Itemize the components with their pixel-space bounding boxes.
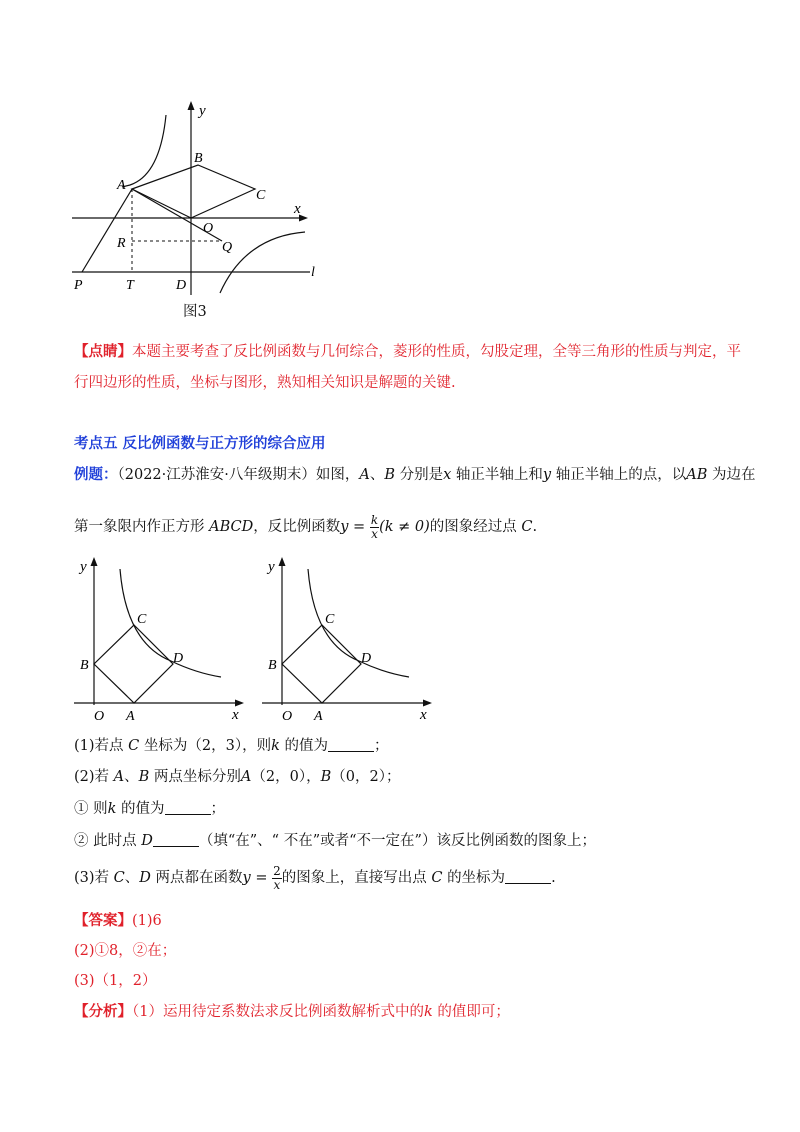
example-line-2 — [74, 512, 537, 542]
answer-blank[interactable] — [153, 832, 199, 847]
fig3-label-b: B — [194, 151, 203, 166]
ex-fig1-square — [94, 625, 173, 703]
ex-fig2-label-y: y — [268, 559, 275, 575]
example-text: . — [532, 519, 538, 535]
ex-fig2-label-x: x — [420, 707, 427, 723]
equals-sign: = — [348, 519, 370, 535]
ex-fig2-label-d: D — [361, 651, 372, 666]
example-figure-left — [66, 553, 256, 725]
question-text: 的坐标为 — [447, 870, 506, 886]
fig3-label-q: Q — [222, 240, 233, 255]
question-1 — [74, 736, 388, 756]
example-label: 例题： — [74, 466, 118, 483]
question-text: ② 此时点 — [74, 833, 137, 849]
ex-fig1-label-a: A — [126, 709, 135, 724]
example-text: 第一象限内作正方形 — [74, 519, 205, 535]
ex-fig1-label-x: x — [232, 707, 239, 723]
fraction-denominator: x — [273, 877, 281, 892]
analysis-text: 的值即可； — [432, 1004, 510, 1020]
segment-ab: AB — [686, 467, 708, 483]
question-text: 两点都在函数 — [150, 870, 243, 886]
ex-fig1-label-d: D — [173, 651, 184, 666]
question-text: 的值为 — [279, 738, 328, 754]
var-x: x — [443, 467, 452, 483]
fraction-2-over-x — [272, 865, 282, 892]
analysis-text: （1）运用待定系数法求反比例函数解析式中的 — [132, 1004, 424, 1020]
question-2 — [74, 767, 400, 787]
question-text: (1)若点 — [74, 738, 124, 754]
ex-fig2-label-a: A — [314, 709, 323, 724]
var-k: k — [423, 1004, 433, 1020]
figure-3-diagram — [60, 95, 330, 305]
ex-fig2-y-arrow — [279, 557, 286, 566]
fig3-y-arrow — [188, 101, 195, 110]
fig3-label-c: C — [256, 188, 266, 203]
point-a: A — [240, 769, 252, 785]
point-c: C — [109, 870, 125, 886]
question-text: ； — [210, 801, 226, 817]
fraction-k-over-x — [370, 514, 379, 541]
point-c: C — [516, 519, 533, 535]
point-d: D — [139, 870, 151, 886]
var-y: y — [340, 519, 349, 535]
comment-text-1: 本题主要考查了反比例函数与几何综合，菱形的性质，勾股定理，全等三角形的性质与判定，平 — [132, 344, 741, 360]
ex-fig1-y-arrow — [91, 557, 98, 566]
question-2-1 — [74, 799, 225, 819]
point-c: C — [426, 870, 448, 886]
ex-fig2-label-o: O — [282, 709, 293, 724]
fraction-denominator: x — [371, 526, 378, 541]
question-text: ① 则 — [74, 801, 108, 817]
comment-tag: 【点睛】 — [74, 343, 132, 360]
point-c: C — [123, 738, 144, 754]
ex-fig1-label-y: y — [80, 559, 87, 575]
answer-blank[interactable] — [505, 869, 551, 884]
fig3-hyperbola-left — [122, 115, 166, 187]
fig3-label-a: A — [117, 178, 126, 193]
answer-line-1 — [74, 911, 162, 931]
ex-fig2-label-b: B — [268, 658, 277, 673]
question-3 — [74, 863, 556, 893]
fig3-label-r: R — [117, 236, 126, 251]
fig3-label-d: D — [176, 278, 187, 293]
question-text: 两点坐标分别 — [149, 769, 241, 785]
example-text: ，反比例函数 — [253, 519, 341, 535]
ex-fig1-label-c: C — [137, 612, 147, 627]
example-text: 轴正半轴上和 — [451, 467, 543, 483]
question-text: （填“在”、“ 不在”或者“不一定在”）该反比例函数的图象上； — [198, 833, 596, 849]
question-text: 、 — [124, 870, 140, 886]
answer-tag: 【答案】 — [74, 912, 132, 929]
ex-fig1-label-o: O — [94, 709, 105, 724]
var-y: y — [542, 467, 552, 483]
point-b: B — [138, 769, 150, 785]
point-b: B — [384, 467, 396, 483]
section-title: 考点五 反比例函数与正方形的综合应用 — [74, 435, 326, 452]
point-a: A — [109, 769, 125, 785]
comment-line-1 — [74, 342, 741, 362]
answer-line-3: (3)（1，2） — [74, 973, 157, 989]
fig3-rhombus — [132, 165, 255, 218]
fig3-label-l: l — [311, 265, 315, 280]
question-text: 的图象上，直接写出点 — [281, 870, 427, 886]
square-abcd: ABCD — [204, 519, 254, 535]
fig3-segment-ap — [82, 189, 132, 272]
comment-line-2: 行四边形的性质，坐标与图形，熟知相关知识是解题的关键. — [74, 375, 456, 391]
var-k: k — [271, 738, 280, 754]
answer-1: (1)6 — [132, 913, 162, 929]
example-text: 的图象经过点 — [429, 519, 517, 535]
analysis-line-1 — [74, 1002, 510, 1022]
question-text: （0，2）； — [331, 769, 401, 785]
question-text: (2)若 — [74, 769, 110, 785]
fraction-numerator: 2 — [273, 863, 281, 878]
example-figure-right — [254, 553, 444, 725]
question-2-2 — [74, 831, 596, 851]
ex-fig1-x-arrow — [235, 700, 244, 707]
question-text: . — [551, 870, 556, 886]
var-k: k — [107, 801, 117, 817]
answer-blank[interactable] — [328, 737, 374, 752]
analysis-tag: 【分析】 — [74, 1003, 132, 1020]
fig3-label-o: O — [203, 221, 214, 236]
condition-k: (k ≠ 0) — [379, 519, 430, 535]
example-source: （2022·江苏淮安·八年级期末） — [117, 467, 316, 483]
question-text: 、 — [124, 769, 139, 785]
fig3-label-p: P — [74, 278, 83, 293]
ex-fig1-label-b: B — [80, 658, 89, 673]
ex-fig2-x-arrow — [423, 700, 432, 707]
example-text: 、 — [369, 467, 385, 483]
figure-3-caption: 图3 — [183, 304, 207, 320]
fig3-label-y: y — [199, 103, 206, 119]
question-text: 的值为 — [116, 801, 165, 817]
fraction-numerator: k — [370, 512, 379, 527]
ex-fig2-label-c: C — [325, 612, 335, 627]
point-a: A — [359, 467, 370, 483]
equals-sign: = — [250, 870, 273, 886]
ex-fig2-square — [282, 625, 361, 703]
fig3-label-x: x — [294, 201, 301, 217]
answer-blank[interactable] — [165, 800, 211, 815]
example-text: 如图， — [315, 467, 360, 483]
example-text: 为边在 — [707, 467, 756, 483]
example-text: 分别是 — [395, 467, 444, 483]
fig3-label-t: T — [126, 278, 134, 293]
point-b: B — [320, 769, 332, 785]
question-text: (3)若 — [74, 870, 110, 886]
question-text: ； — [373, 738, 389, 754]
question-text: （2，0）， — [251, 769, 321, 785]
answer-line-2: (2)①8，②在； — [74, 943, 177, 959]
question-text: 坐标为（2，3），则 — [143, 738, 272, 754]
var-y: y — [242, 870, 251, 886]
example-line-1 — [74, 465, 755, 485]
example-text: 轴正半轴上的点，以 — [551, 467, 687, 483]
point-d: D — [136, 833, 153, 849]
fig3-hyperbola-right — [220, 232, 305, 293]
